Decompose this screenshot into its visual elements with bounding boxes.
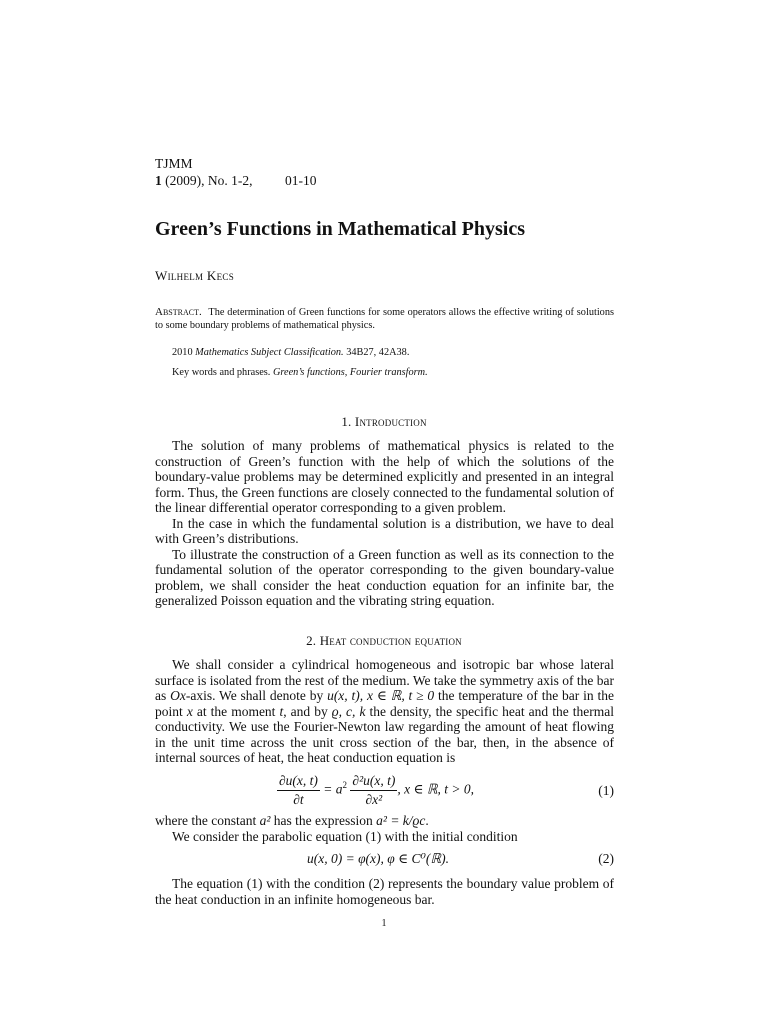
text-run: the temperature of the bar in the point [155,688,614,719]
text-run: at the moment [192,703,280,719]
heat-conduction-body-2 [155,813,614,844]
math-t: t [279,703,284,719]
msc-line [172,346,409,359]
keywords-text: Green’s functions, Fourier transform. [272,367,428,378]
journal-header [155,155,317,189]
equation-1-rhs [350,773,397,808]
text-run: We shall consider a cylindrical homogeneous and isotropic bar whose lateral surface is isolated from the rest of the medium. We take the symmetry axis of the bar as [155,657,614,703]
journal-issue: (2009), No. 1-2, [161,173,253,188]
heat-conduction-body-3 [155,876,614,907]
msc-label: Mathematics Subject Classification. [195,347,344,358]
author-name: Wilhelm Kecs [155,268,235,283]
math-a-expression: a² = k/ϱc [376,813,426,828]
msc-year: 2010 [172,347,193,358]
intro-paragraph-1: The solution of many problems of mathematical physics is related to the construction of Green’s function with the help of which the solutions of the boundary-value problems may be determined explicitly and presented in an integral form. Thus, the Green functions are closely connected to the fundamental solution of the linear differential operator corresponding to a given problem. [155,438,614,515]
heat-paragraph-4: The equation (1) with the condition (2) represents the boundary value problem of the heat conduction in an infinite homogeneous bar. [155,876,614,907]
math-x: x [186,703,193,719]
fraction-numerator: ∂u(x, t) [277,773,320,791]
abstract [155,306,614,332]
text-run: -axis. We shall denote by [185,688,328,703]
text-run: has the expression [270,813,377,828]
journal-volume: 1 [155,173,162,188]
math-constants: ϱ, c, k [331,703,366,719]
equation-2-body: u(x, 0) = φ(x), φ ∈ C⁰(ℝ). [307,851,449,866]
introduction-body [155,438,614,609]
journal-pages: 01-10 [285,173,317,188]
math-temperature: u(x, t), x ∈ ℝ, t ≥ 0 [327,688,435,703]
equation-2-number: (2) [598,851,614,866]
heat-paragraph-3: We consider the parabolic equation (1) with the initial condition [172,828,518,844]
equation-2 [155,851,614,869]
equation-1-lhs [277,773,320,808]
section-heading-introduction: 1. Introduction [341,414,427,429]
heat-conduction-body [155,657,614,766]
math-a-squared: a² [259,813,271,828]
keywords-line [172,366,428,379]
text-run: . [425,813,429,828]
section-heading-heat-conduction: 2. Heat conduction equation [306,633,462,648]
keywords-label: Key words and phrases. [172,367,271,378]
abstract-label: Abstract. [155,306,202,318]
equation-1-number: (1) [598,783,614,798]
equation-1-body [277,773,474,808]
intro-paragraph-3: To illustrate the construction of a Green function as well as its connection to the fundamental solution of the operator corresponding to the given boundary-value problem, we shall consider the heat conduction equation for an infinite bar, the generalized Poisson equation and the vibrating string equation. [155,546,614,608]
paper-title: Green’s Functions in Mathematical Physics [155,218,525,240]
msc-codes: 34B27, 42A38. [346,347,410,358]
fraction-denominator: ∂x² [365,792,383,807]
equation-1 [155,773,614,811]
fraction-denominator: ∂t [293,792,304,807]
page-number: 1 [381,918,387,929]
math-axis: Ox [170,688,186,703]
equation-1-equals: = a [319,781,343,797]
fraction-numerator: ∂²u(x, t) [350,773,397,791]
text-run: where the constant [155,813,260,828]
equation-1-exponent: 2 [342,780,348,791]
equation-1-condition: , x ∈ ℝ, t > 0, [397,781,475,797]
text-run: the density, the specific heat and the thermal conductivity. We use the Fourier-Newton law regarding the amount of heat flowing in the unit time across the unit cross section of the bar, then, in the absence of internal sources of heat, the heat conduction equation is [155,703,614,765]
journal-name: TJMM [155,156,193,171]
intro-paragraph-2: In the case in which the fundamental solution is a distribution, we have to deal with Green’s distributions. [155,515,614,546]
abstract-text: The determination of Green functions for some operators allows the effective writing of solutions to some boundary problems of mathematical physics. [155,307,614,331]
heat-paragraph-1 [155,657,614,766]
text-run: , and by [283,703,332,719]
journal-volume-line [155,172,253,189]
heat-paragraph-2 [155,813,614,829]
